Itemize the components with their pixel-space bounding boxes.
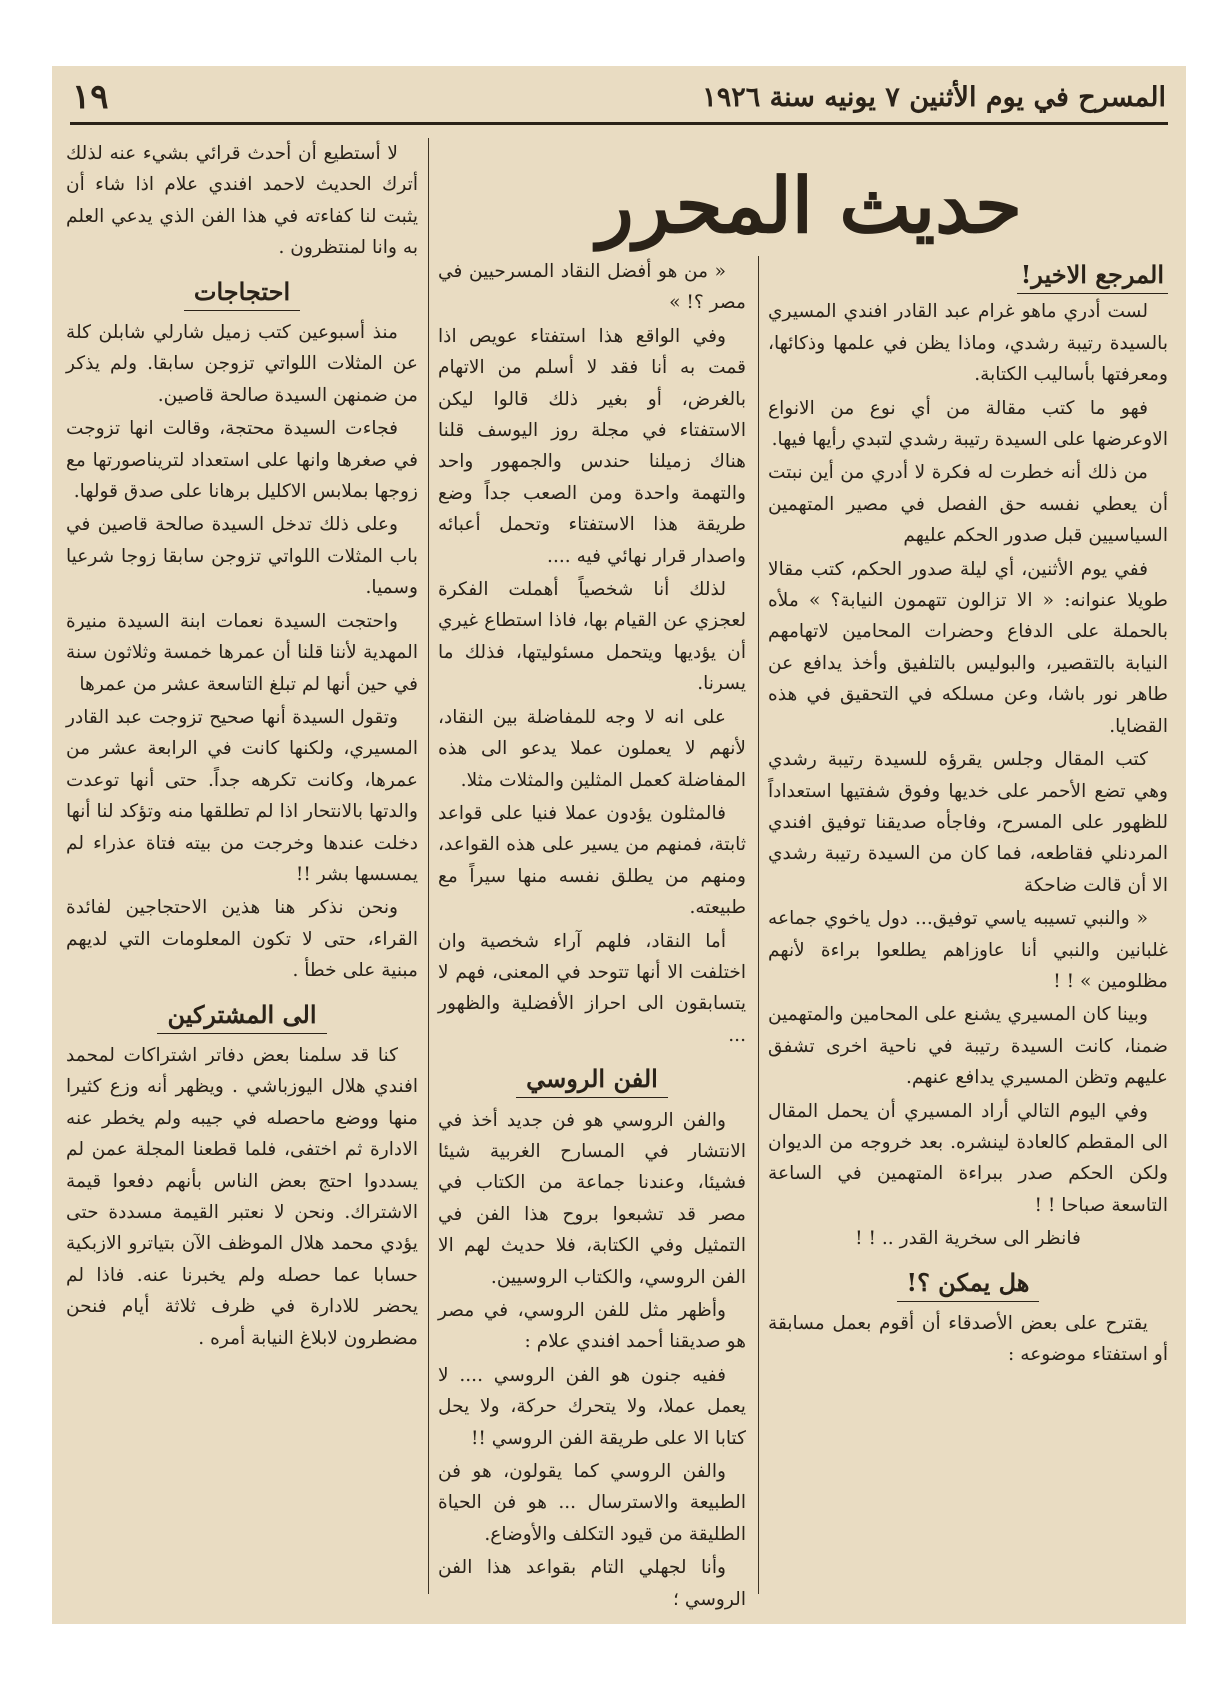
heading-last-reference: المرجع الاخير! bbox=[1017, 260, 1168, 294]
issue-line: المسرح في يوم الأثنين ٧ يونيه سنة ١٩٢٦ bbox=[702, 81, 1166, 113]
paragraph: والفن الروسي هو فن جديد أخذ في الانتشار في المسارح الغربية شيئا فشيئا، وعندنا جماعة من الكتاب في مصر قد تشبعوا بروح هذا الفن في التمثيل وفي الكتابة، فلا حديث لهم الا الفن الروسي، والكتاب الروسيين. bbox=[438, 1109, 746, 1288]
newspaper-page bbox=[52, 66, 1186, 1624]
paragraph: وأظهر مثل للفن الروسي، في مصر هو صديقنا أحمد افندي علام : bbox=[438, 1300, 746, 1353]
paragraph: وأنا لجهلي التام بقواعد هذا الفن الروسي ؛ bbox=[438, 1557, 746, 1610]
paragraph: فالمثلون يؤدون عملا فنيا على قواعد ثابتة، فمنهم من يسير على هذه القواعد، ومنهم من يطلق نفسه منها سيراً مع طبيعته. bbox=[438, 802, 746, 919]
heading-protests: احتجاجات bbox=[184, 277, 300, 311]
column-divider-left bbox=[428, 138, 429, 1594]
paragraph: على انه لا وجه للمفاضلة بين النقاد، لأنهم لا يعملون عملا يدعو الى هذه المفاضلة كعمل المثلين والمثلات مثلا. bbox=[438, 706, 746, 791]
heading-to-subscribers: الى المشتركين bbox=[157, 1000, 326, 1034]
header-rule bbox=[70, 122, 1168, 125]
paragraph: لذلك أنا شخصياً أهملت الفكرة لعجزي عن القيام بها، فاذا استطاع غيري أن يؤديها ويتحمل مسئوليتها، فذلك ما يسرنا. bbox=[438, 579, 746, 695]
paragraph: فانظر الى سخرية القدر .. ! ! bbox=[855, 1228, 1081, 1250]
column-middle bbox=[438, 256, 746, 1617]
paragraph: ففي يوم الأثنين، أي ليلة صدور الحكم، كتب مقالا طويلا عنوانه: « الا تزالون تتهمون النيابة؟ » ملأه بالحملة على الدفاع وحضرات المحامين لاتهامهم النيابة بالتقصير، والبوليس بالتلفيق وأخذ يدافع عن طاهر نور باشا، وعن مسلكه في التحقيق في هذه القضايا. bbox=[768, 558, 1168, 737]
paragraph: فجاءت السيدة محتجة، وقالت انها تزوجت في صغرها وانها على استعداد لتريناصورتها مع زوجها بملابس الاكليل برهانا على صدق قولها. bbox=[66, 418, 418, 503]
paragraph: كتب المقال وجلس يقرؤه للسيدة رتيبة رشدي وهي تضع الأحمر على خديها وفوق شفتيها استعداداً للظهور على المسرح، وفاجأه صديقنا توفيق افندي المردنلي فقاطعه، فما كان من السيدة رتيبة رشدي الا أن قالت ضاحكة bbox=[768, 749, 1168, 896]
paragraph: « والنبي تسيبه ياسي توفيق... دول ياخوي جماعه غلبانين والنبي أنا عاوزاهم يطلعوا براءة لأنهم مظلومين » ! ! bbox=[768, 908, 1168, 992]
heading-russian-art: الفن الروسي bbox=[516, 1064, 668, 1098]
paragraph: يقترح على بعض الأصدقاء أن أقوم بعمل مسابقة أو استفتاء موضوعه : bbox=[768, 1313, 1168, 1366]
paragraph: منذ أسبوعين كتب زميل شارلي شابلن كلة عن المثلات اللواتي تزوجن سابقا. ولم يذكر من ضمنهن السيدة صالحة قاصين. bbox=[66, 322, 418, 406]
paragraph: وتقول السيدة أنها صحيح تزوجت عبد القادر المسيري، ولكنها كانت في الرابعة عشر من عمرها، وكانت تكرهه جداً. حتى أنها توعدت والدتها بالانتحار اذا لم تطلقها منه وتؤكد لنا أنها دخلت عندها وخرجت من بيته فتاة عذراء لم يمسسها بشر !! bbox=[66, 706, 418, 885]
section-title: حديث المحرر bbox=[596, 161, 1022, 250]
paragraph: وفي اليوم التالي أراد المسيري أن يحمل المقال الى المقطم كالعادة لينشره. بعد خروجه من الديوان ولكن الحكم صدر ببراءة المتهمين في الساعة التاسعة صباحا ! ! bbox=[768, 1100, 1168, 1216]
paragraph: « من هو أفضل النقاد المسرحيين في مصر ؟! » bbox=[438, 261, 746, 314]
page-header bbox=[72, 76, 1166, 118]
paragraph: كنا قد سلمنا بعض دفاتر اشتراكات لمحمد افندي هلال اليوزباشي . ويظهر أنه وزع كثيرا منها ووضع ماحصله في جيبه ولم يخطر عنه الادارة ثم اختفى، فلما قطعنا المجلة عمن لم يسددوا احتج بعض الناس بأنهم دفعوا قيمة الاشتراك. ونحن لا نعتبر القيمة مسددة حتى يؤدي محمد هلال الموظف الآن بتياترو الازبكية حسابا عما حصله ولم يخبرنا عنه. فاذا لم يحضر للادارة في ظرف ثلاثة أيام فنحن مضطرون لابلاغ النيابة أمره . bbox=[66, 1044, 418, 1349]
paragraph: لا أستطيع أن أحدث قرائي بشيء عنه لذلك أترك الحديث لاحمد افندي علام اذا شاء أن يثبت لنا كفاءته في هذا الفن الذي يدعي العلم به وانا لمنتظرون . bbox=[66, 143, 418, 259]
paragraph: واحتجت السيدة نعمات ابنة السيدة منيرة المهدية لأننا قلنا أن عمرها خمسة وثلاثون سنة في حين أنها لم تبلغ التاسعة عشر من عمرها bbox=[66, 610, 418, 695]
column-left bbox=[66, 138, 418, 1356]
column-divider-right bbox=[758, 256, 759, 1594]
paragraph: من ذلك أنه خطرت له فكرة لا أدري من أين نبتت أن يعطي نفسه حق الفصل في مصير المتهمين السياسيين قبل صدور الحكم عليهم bbox=[768, 462, 1168, 547]
heading-is-it-possible: هل يمكن ؟! bbox=[897, 1268, 1040, 1302]
column-right bbox=[768, 251, 1168, 1373]
paragraph: أما النقاد، فلهم آراء شخصية وان اختلفت الا أنها تتوحد في المعنى، فهم لا يتسابقون الى احراز الأفضلية والظهور ... bbox=[438, 930, 746, 1046]
page-number: ١٩ bbox=[72, 77, 109, 117]
paragraph: فهو ما كتب مقالة من أي نوع من الانواع الاوعرضها على السيدة رتيبة رشدي لتبدي رأيها فيها. bbox=[768, 397, 1168, 451]
paragraph: وفي الواقع هذا استفتاء عويص اذا قمت به أنا فقد لا أسلم من الاتهام بالغرض، أو بغير ذلك قالوا ليكن الاستفتاء في مجلة روز اليوسف قلنا هناك زميلنا حندس والجمهور واحد والتهمة واحدة ومن الصعب جداً وضع طريقة هذا الاستفتاء وتحمل أعبائه واصدار قرار نهائي فيه .... bbox=[438, 325, 746, 567]
paragraph: لست أدري ماهو غرام عبد القادر افندي المسيري بالسيدة رتيبة رشدي، وماذا يظن في علمها وذكائها، ومعرفتها بأساليب الكتابة. bbox=[768, 301, 1168, 386]
paragraph: ففيه جنون هو الفن الروسي .... لا يعمل عملا، ولا يتحرك حركة، ولا يحل كتابا الا على طريقة الفن الروسي !! bbox=[438, 1364, 746, 1449]
paragraph: وبينا كان المسيري يشنع على المحامين والمتهمين ضمنا، كانت السيدة رتيبة في ناحية اخرى تشفق عليهم وتظن المسيري يدافع عنهم. bbox=[768, 1004, 1168, 1089]
paragraph: ونحن نذكر هنا هذين الاحتجاجين لفائدة القراء، حتى لا تكون المعلومات التي لديهم مبنية على خطأ . bbox=[66, 897, 418, 982]
paragraph: والفن الروسي كما يقولون، هو فن الطبيعة والاسترسال ... هو فن الحياة الطليقة من قيود التكلف والأوضاع. bbox=[438, 1461, 746, 1545]
paragraph: وعلى ذلك تدخل السيدة صالحة قاصين في باب المثلات اللواتي تزوجن سابقا زوجا شرعيا وسميا. bbox=[66, 514, 418, 599]
